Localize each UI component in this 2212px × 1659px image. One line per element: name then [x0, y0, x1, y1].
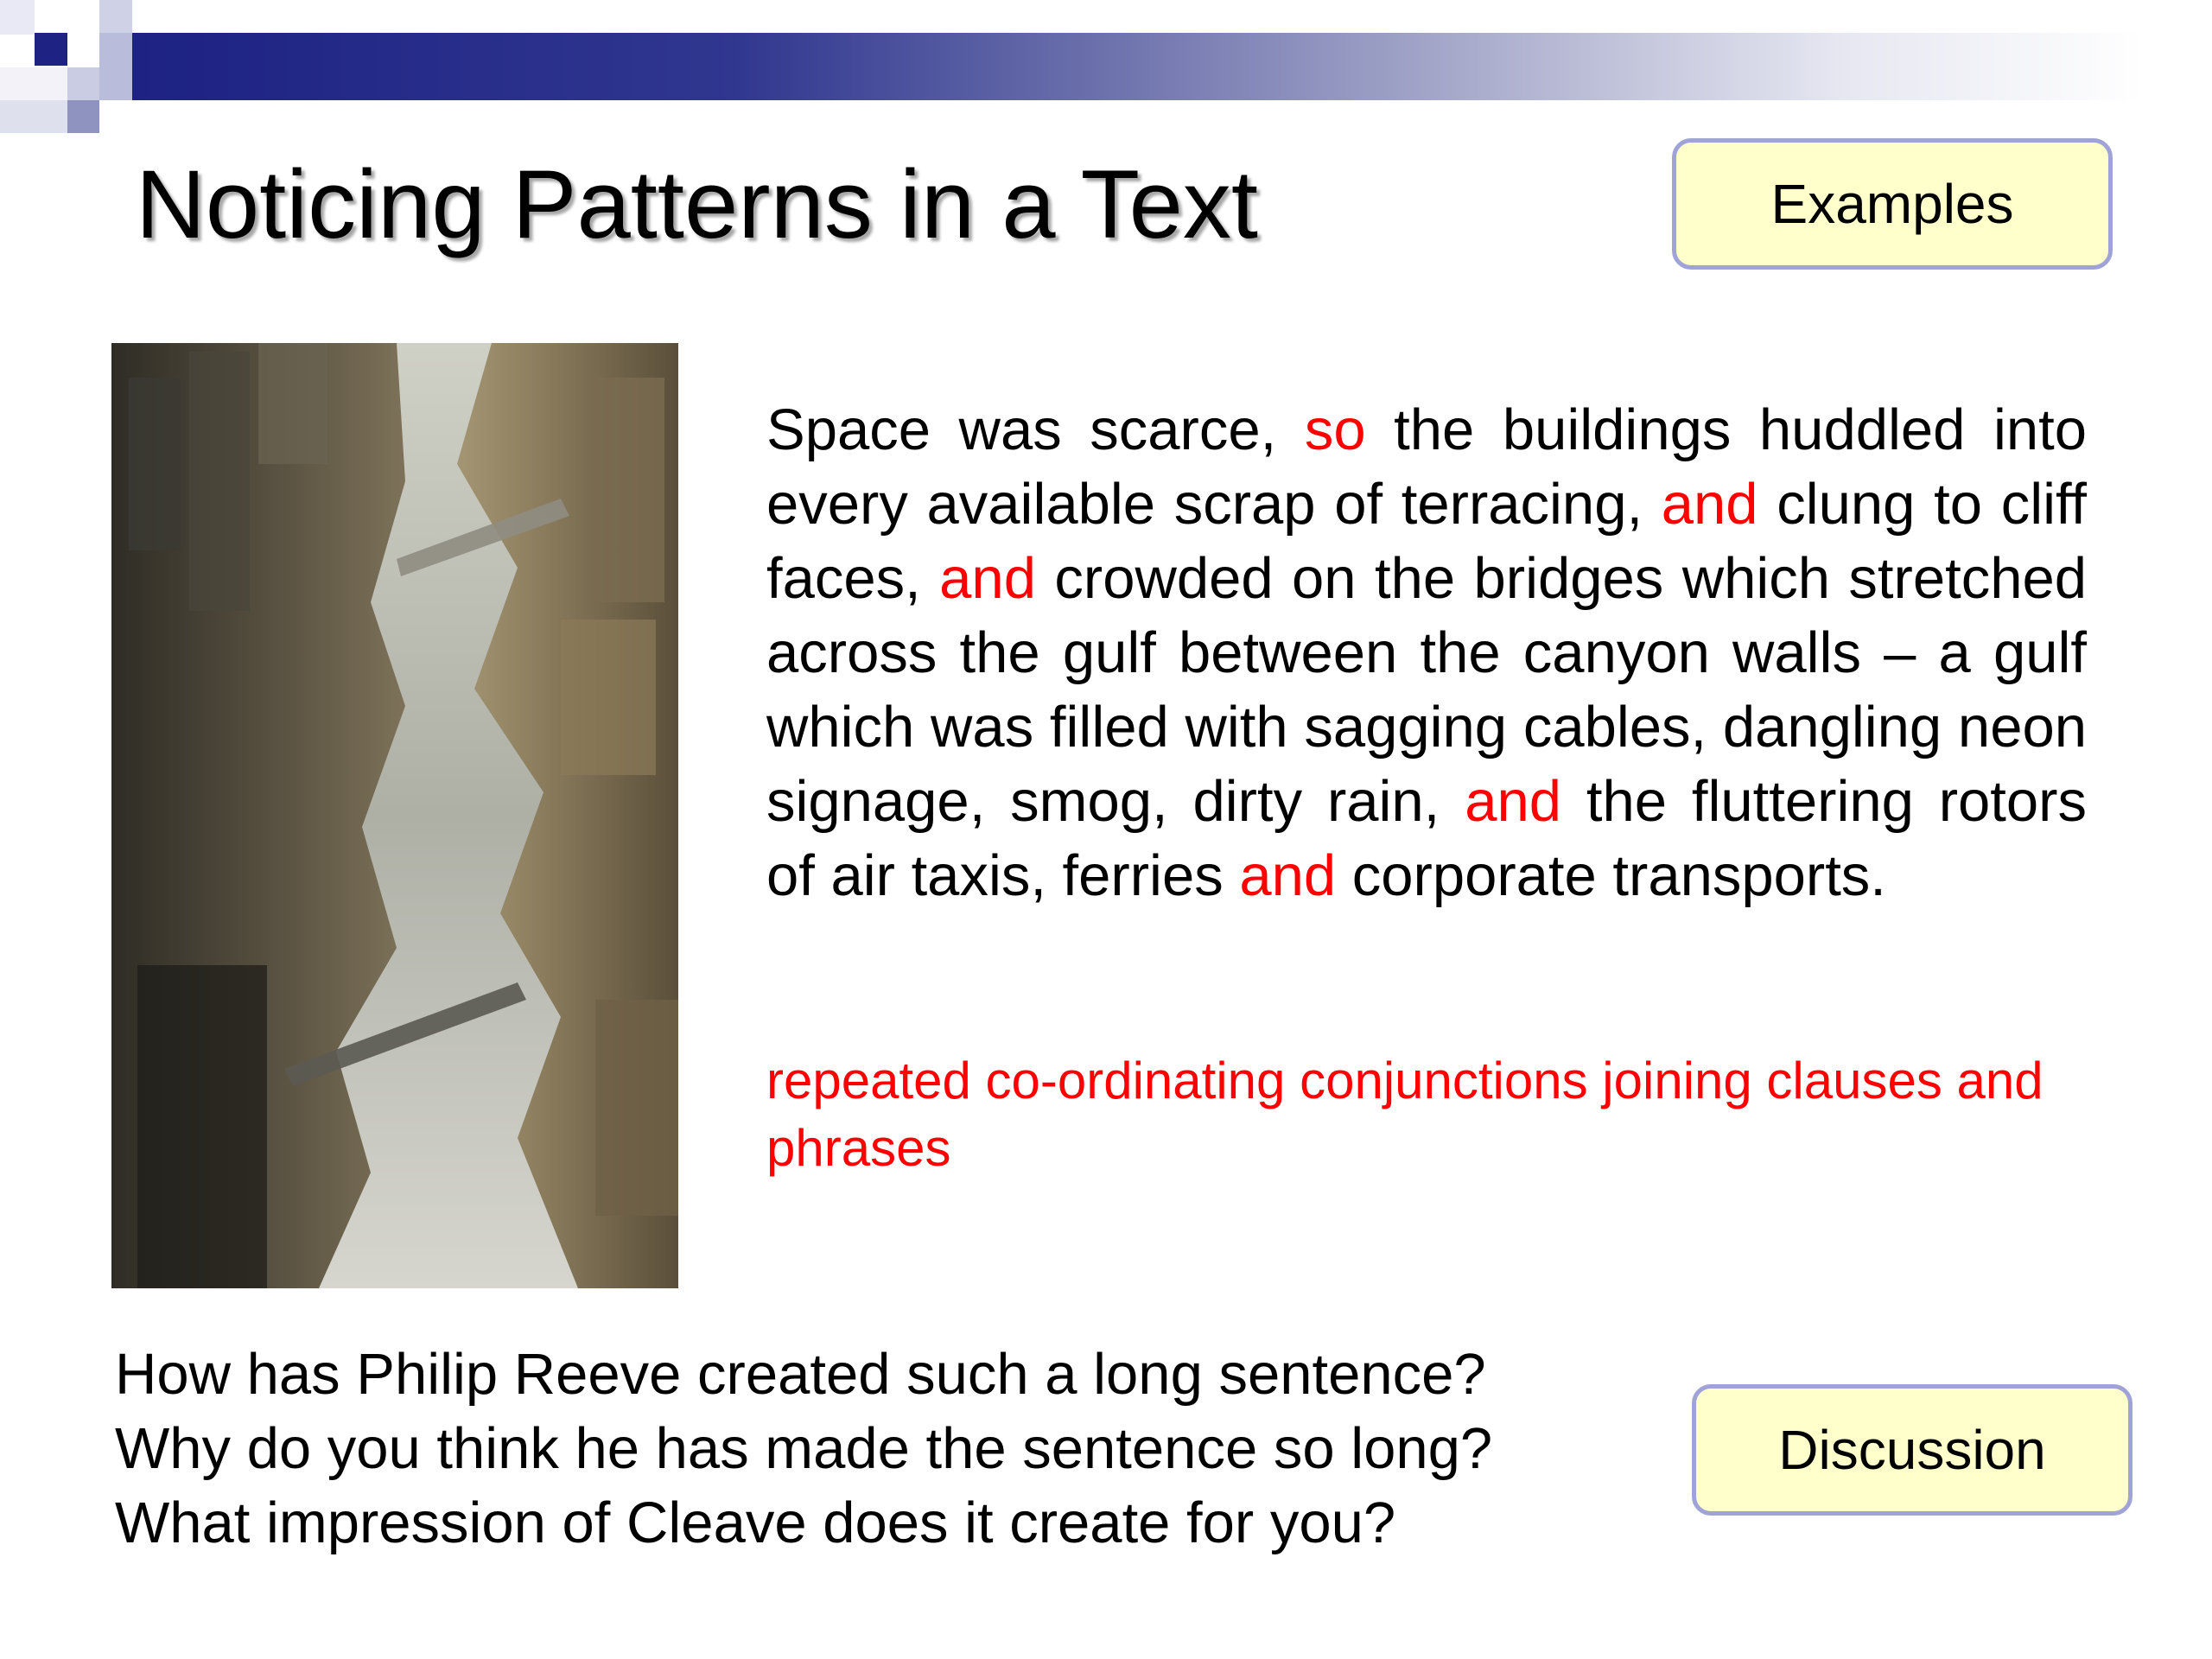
header-square [0, 0, 35, 35]
question-item: Why do you think he has made the sentence so long? [115, 1416, 1493, 1481]
story-passage [766, 393, 2087, 913]
header-square [99, 33, 132, 100]
header-square [99, 0, 132, 33]
passage-text: corporate transports. [1336, 843, 1886, 908]
highlighted-conjunction: and [1239, 843, 1337, 908]
header-decoration [0, 0, 2212, 138]
highlighted-conjunction: so [1304, 397, 1366, 462]
passage-text: clung to cliff faces, [766, 472, 2087, 611]
slide-title: Noticing Patterns in a Text [136, 150, 1259, 258]
highlighted-conjunction: and [1465, 769, 1561, 834]
question-item: How has Philip Reeve created such a long sentence? [115, 1342, 1486, 1407]
highlighted-conjunction: and [939, 546, 1036, 611]
examples-button[interactable]: Examples [1672, 138, 2113, 270]
annotation-note: repeated co-ordinating conjunctions joining clauses and phrases [766, 1052, 2044, 1177]
passage-text: the fluttering rotors of air taxis, ferries [766, 769, 2087, 908]
city-canyon-image [111, 343, 678, 1288]
header-square [0, 100, 67, 133]
passage-text: the buildings huddled into every available scrap of terracing, [766, 397, 2087, 537]
highlighted-conjunction: and [1661, 472, 1758, 537]
header-square [0, 67, 67, 100]
discussion-questions [115, 1338, 1492, 1560]
header-square [67, 67, 99, 100]
discussion-button[interactable]: Discussion [1692, 1384, 2133, 1516]
header-square [67, 100, 99, 133]
header-square [35, 33, 67, 66]
passage-text: crowded on the bridges which stretched across the gulf between the canyon walls – a gulf which was filled with sagging cables, dangling neon signage, smog, dirty rain, [766, 546, 2087, 834]
question-item: What impression of Cleave does it create for you? [115, 1491, 1396, 1555]
header-gradient-band [131, 33, 2145, 100]
passage-text: Space was scarce, [766, 397, 1305, 462]
